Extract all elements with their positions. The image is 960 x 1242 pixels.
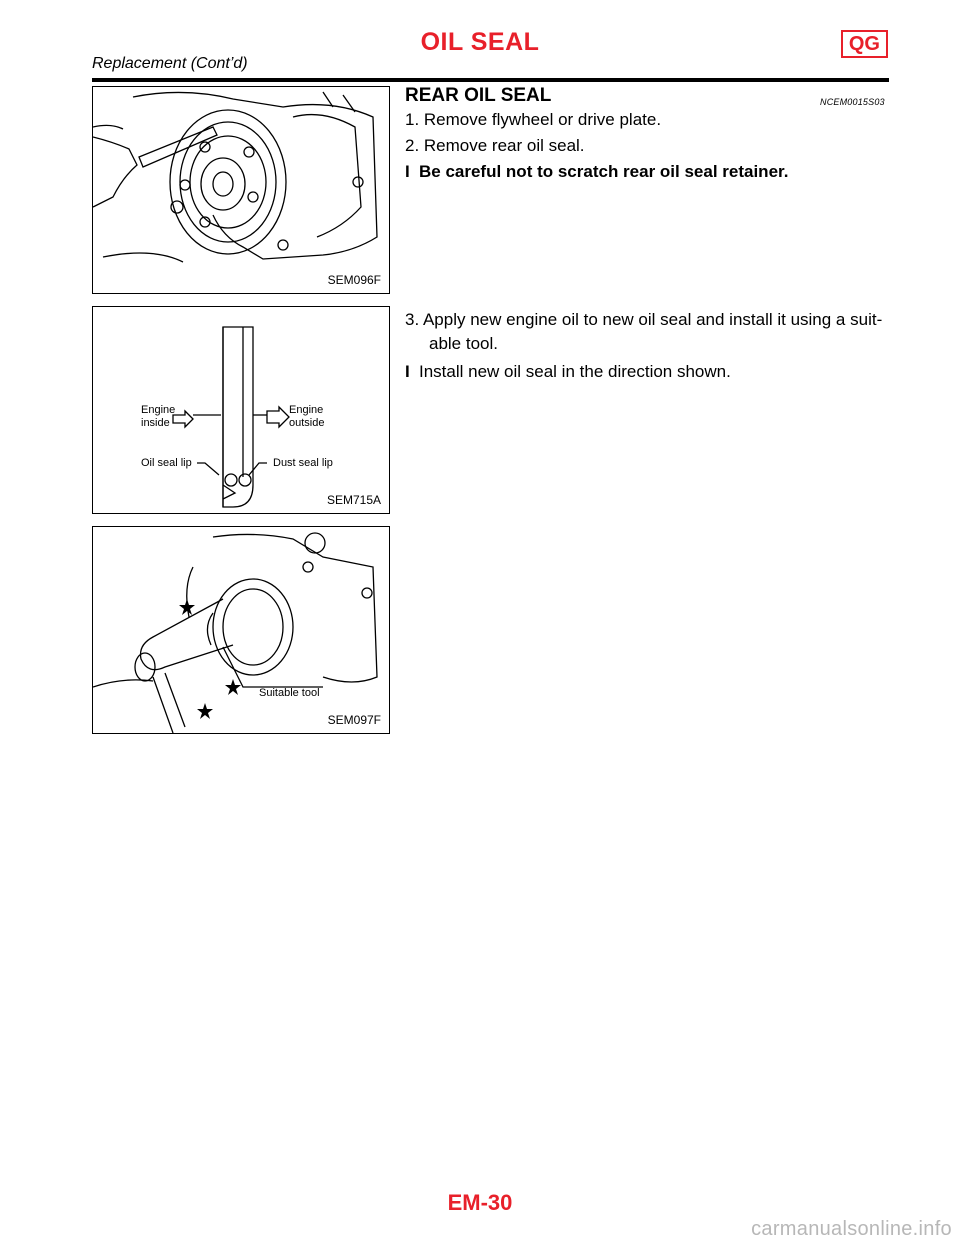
label-suitable-tool: Suitable tool [259, 687, 320, 699]
engine-badge: QG [841, 30, 888, 58]
step-3-line-1: 3. Apply new engine oil to new oil seal and install it using a suit- [405, 310, 883, 329]
illustration-install-oil-seal [93, 527, 389, 733]
figure-remove-oil-seal [92, 86, 390, 294]
figure-seal-direction [92, 306, 390, 514]
label-engine-outside: Engine outside [289, 404, 325, 429]
page-number: EM-30 [447, 1190, 513, 1215]
bullet-icon: I [405, 162, 410, 181]
figure-code: SEM096F [327, 273, 381, 287]
figure-code: SEM097F [327, 713, 381, 727]
illustration-remove-oil-seal [93, 87, 389, 293]
section-heading: REAR OIL SEAL [405, 85, 552, 106]
section-code: NCEM0015S03 [820, 97, 885, 107]
header-rule [92, 78, 889, 82]
bullet-caution [405, 160, 788, 184]
label-engine-inside: Engine inside [141, 404, 176, 429]
bullet-caution-text: Be careful not to scratch rear oil seal retainer. [419, 162, 789, 181]
illustration-seal-cross-section [93, 307, 389, 513]
bullet-icon: I [405, 362, 410, 381]
step-3-line-2: able tool. [429, 334, 498, 353]
label-oil-seal-lip: Oil seal lip [141, 457, 192, 469]
watermark: carmanualsonline.info [751, 1218, 952, 1240]
bullet-direction [405, 360, 731, 384]
page-title: OIL SEAL [420, 28, 540, 56]
step-1: 1. Remove flywheel or drive plate. [405, 110, 662, 129]
label-dust-seal-lip: Dust seal lip [273, 457, 333, 469]
figure-install-oil-seal [92, 526, 390, 734]
figure-code: SEM715A [326, 493, 381, 507]
step-2: 2. Remove rear oil seal. [405, 136, 585, 155]
bullet-direction-text: Install new oil seal in the direction shown. [419, 362, 731, 381]
step-3 [405, 308, 882, 356]
page-subtitle: Replacement (Cont’d) [92, 55, 248, 72]
